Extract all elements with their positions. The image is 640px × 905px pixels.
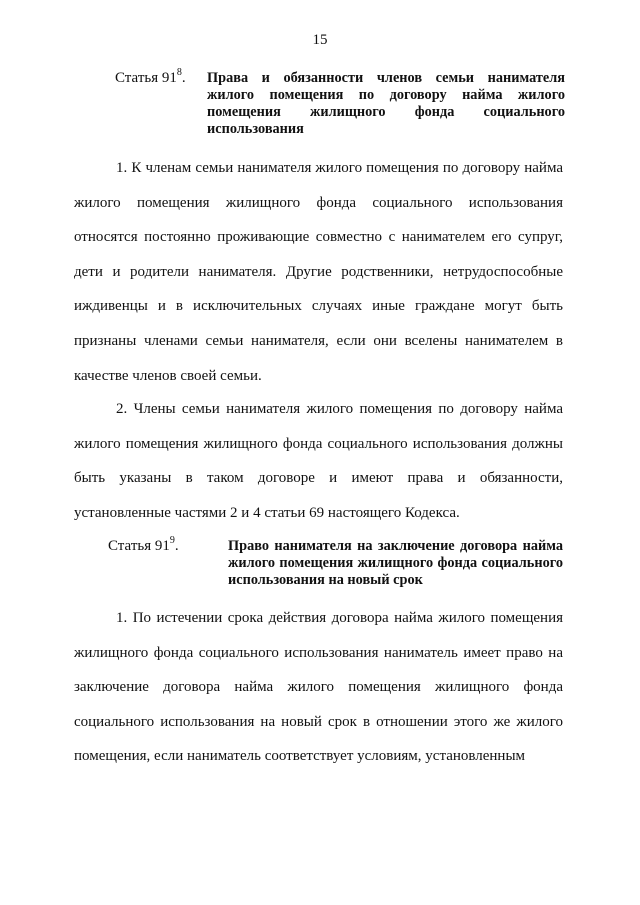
article-heading-91-9 — [108, 535, 563, 589]
article-label-superscript: 9 — [169, 535, 175, 546]
paragraph-1: 1. К членам семьи нанимателя жилого помещения по договору найма жилого помещения жилищного фонда социального использования относятся постоянно проживающие совместно с нанимателем его супруг, дети и родители нанимателя. Другие родственники, нетрудоспособные иждивенцы и в исключительных случаях иные граждане могут быть признаны членами семьи нанимателя, если они вселены нанимателем в качестве членов своей семьи. — [74, 160, 563, 384]
article-heading-91-8 — [115, 67, 565, 138]
page-number: 15 — [312, 32, 328, 48]
article-label-text: Статья 91 — [108, 538, 170, 554]
article-label — [108, 535, 228, 554]
article-label-superscript: 8 — [176, 67, 182, 78]
article-title: Права и обязанности членов семьи нанимателя жилого помещения по договору найма жилого помещения жилищного фонда социального использования — [207, 70, 565, 137]
paragraph-2: 2. Члены семьи нанимателя жилого помещения по договору найма жилого помещения жилищного фонда социального использования должны быть указаны в таком договоре и имеют права и обязанности, установленные частями 2 и 4 статьи 69 настоящего Кодекса. — [74, 401, 563, 521]
article-title: Право нанимателя на заключение договора найма жилого помещения жилищного фонда социального использования на новый срок — [228, 538, 563, 588]
article-label-text: Статья 91 — [115, 70, 177, 86]
article-label-suffix: . — [174, 538, 179, 554]
article-label — [115, 67, 207, 86]
article-label-suffix: . — [181, 70, 186, 86]
paragraph-3: 1. По истечении срока действия договора найма жилого помещения жилищного фонда социального использования наниматель имеет право на заключение договора найма жилого помещения жилищного фонда социального использования на новый срок в отношении этого же жилого помещения, если наниматель соответствует условиям, установленным — [74, 610, 563, 765]
